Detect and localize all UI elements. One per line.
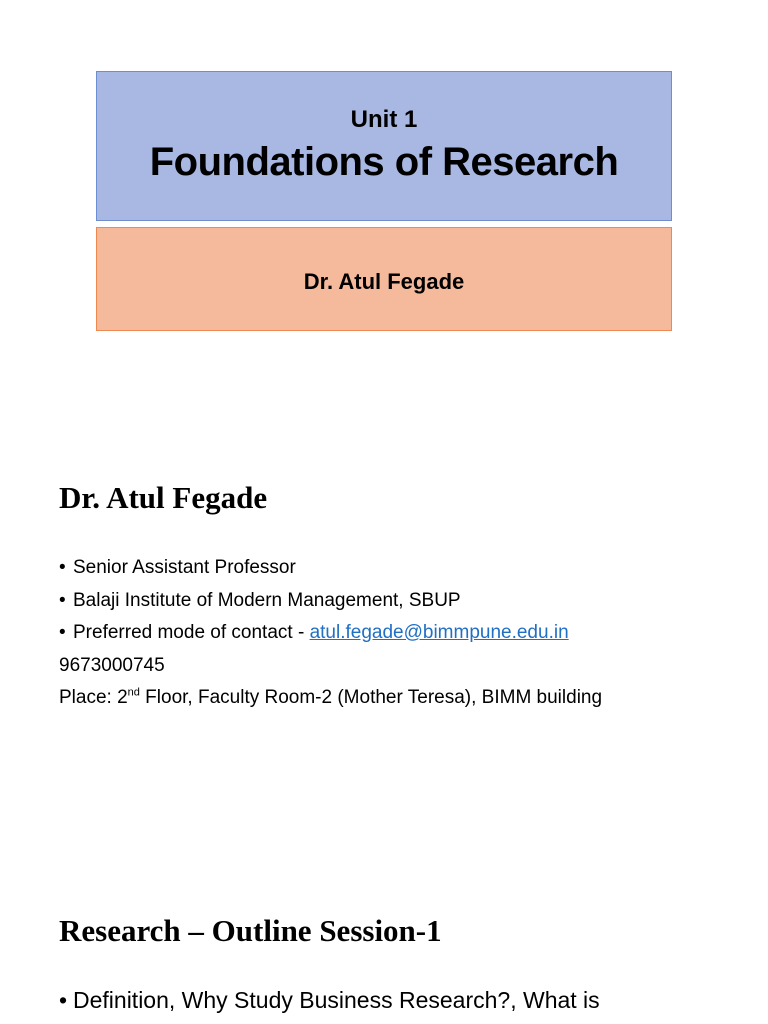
list-item (59, 585, 602, 618)
outline-slide (0, 870, 768, 1024)
main-title: Foundations of Research (149, 140, 619, 184)
bullet-icon: • (59, 589, 66, 611)
title-slide (0, 0, 768, 410)
email-link[interactable]: atul.fegade@bimmpune.edu.in (309, 622, 569, 643)
contact-label: Preferred mode of contact - (73, 622, 310, 643)
author-name: Dr. Atul Fegade (303, 269, 465, 294)
unit-label: Unit 1 (350, 106, 418, 133)
place-superscript: nd (127, 686, 140, 699)
phone-number: 9673000745 (59, 654, 165, 676)
instructor-details (59, 552, 602, 715)
slide-heading: Research – Outline Session-1 (59, 913, 442, 948)
outline-item-text: Definition, Why Study Business Research?, What is (73, 987, 600, 1013)
outline-list (59, 982, 600, 1018)
institute-text: Balaji Institute of Modern Management, SBUP (73, 589, 461, 611)
list-item (59, 617, 602, 650)
list-item (59, 982, 600, 1018)
place-prefix: Place: 2 (59, 687, 128, 708)
place-suffix: Floor, Faculty Room-2 (Mother Teresa), BIMM building (139, 687, 603, 708)
bullet-icon: • (59, 557, 66, 578)
instructor-slide (0, 430, 768, 850)
bullet-icon: • (59, 622, 66, 643)
author-box (96, 227, 672, 331)
designation-text: Senior Assistant Professor (73, 557, 296, 578)
bullet-icon: • (59, 987, 68, 1013)
place-line (59, 682, 602, 715)
slide-heading: Dr. Atul Fegade (59, 480, 268, 515)
title-box (96, 71, 672, 221)
list-item (59, 552, 602, 585)
